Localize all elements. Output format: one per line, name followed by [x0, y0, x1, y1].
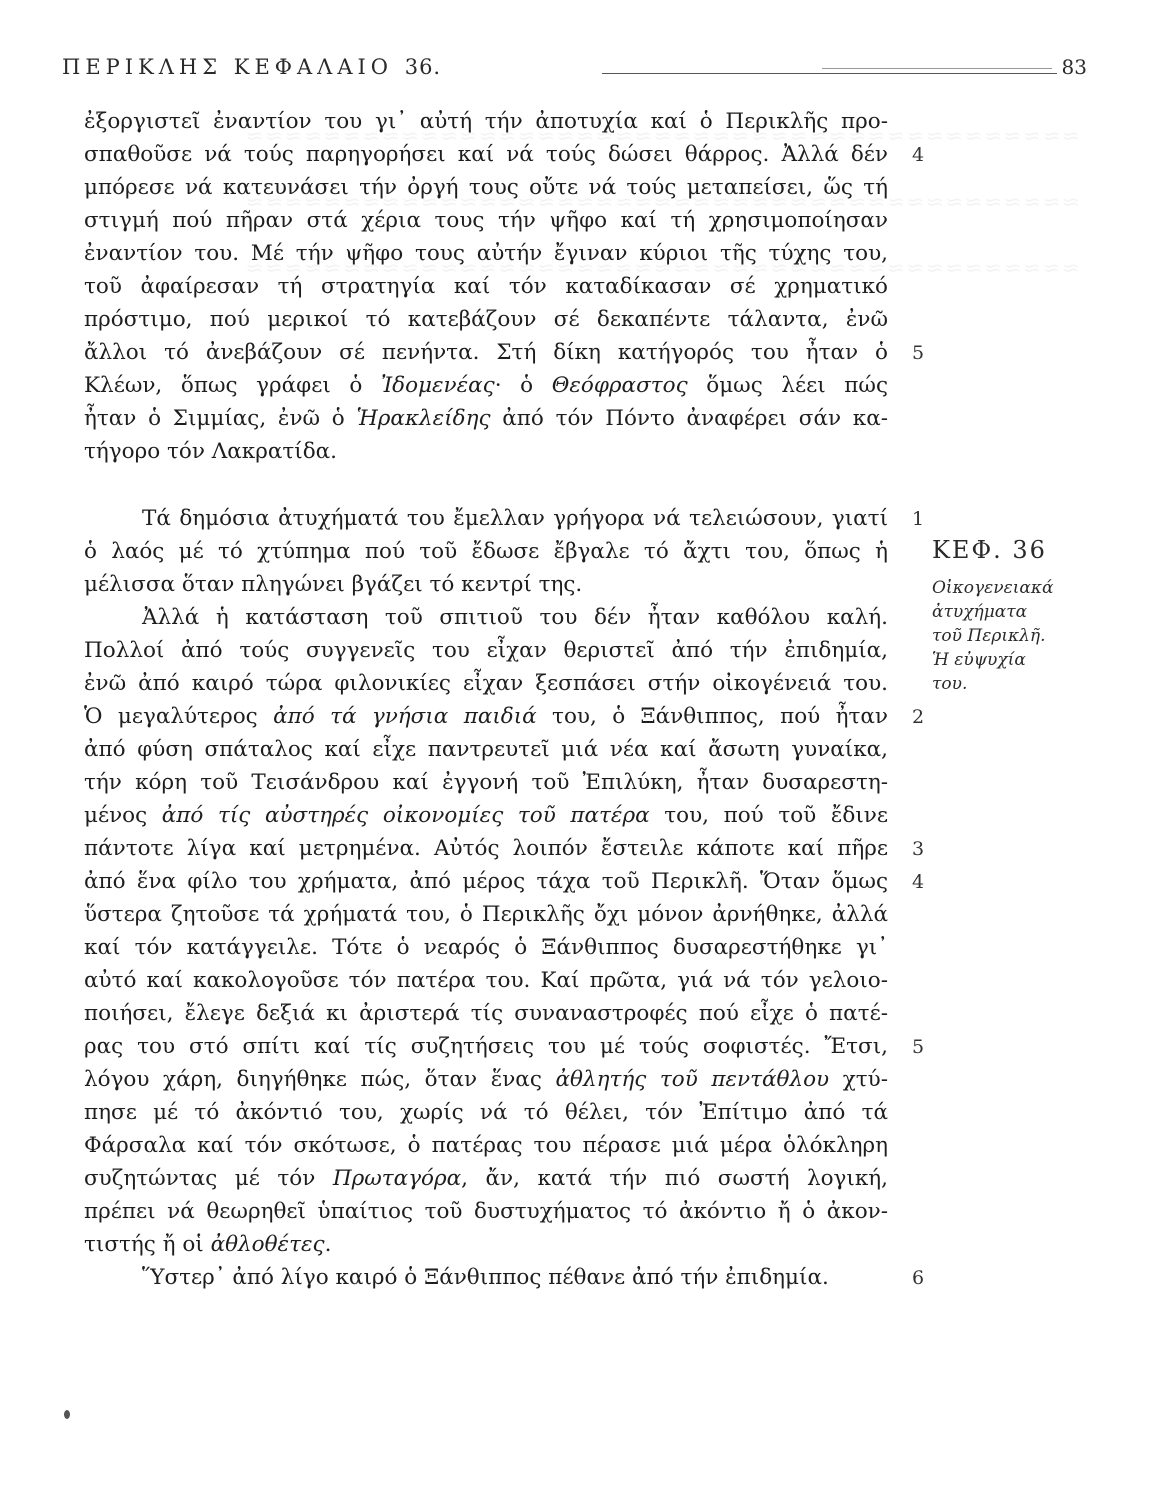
text-line [84, 1162, 888, 1195]
text-line [84, 237, 888, 270]
ink-spot [64, 1410, 70, 1419]
text-line [84, 832, 888, 865]
text-span: ἐνῶ ἀπό καιρό τώρα φιλονικίες εἶχαν ξεσπάσει στήν οἰκογένειά του. [84, 671, 888, 696]
header-rule-secondary [822, 68, 1052, 69]
text-span: λόγου χάρη, διηγήθηκε πώς, ὅταν ἕνας [84, 1067, 556, 1092]
text-line [84, 1096, 888, 1129]
text-line [84, 270, 888, 303]
text-line [84, 369, 888, 402]
text-span: Ὁ μεγαλύτερος [84, 704, 274, 729]
section-number: 5 [912, 1036, 925, 1058]
text-line [84, 105, 888, 138]
text-span: Φάρσαλα καί τόν σκότωσε, ὁ πατέρας του πέρασε μιά μέρα ὁλόκληρη [84, 1133, 888, 1158]
text-line [84, 303, 888, 336]
chapter-number: 36. [404, 55, 442, 79]
text-span: ὁ λαός μέ τό χτύπημα πού τοῦ ἔδωσε ἔβγαλε τό ἄχτι του, ὅπως ἡ [84, 539, 888, 564]
side-note-line: Οἰκογενειακά [932, 578, 1054, 598]
text-span: του, πού τοῦ ἔδινε [649, 803, 888, 828]
text-span: ἀπό τόν Πόντο ἀναφέρει σάν κα- [490, 406, 888, 431]
text-span: πρόστιμο, πού μερικοί τό κατεβάζουν σέ δεκαπέντε τάλαντα, ἐνῶ [84, 307, 888, 332]
text-span: ἦταν ὁ Σιμμίας, ἐνῶ ὁ [84, 406, 357, 431]
text-span: πάντοτε λίγα καί μετρημένα. Αὐτός λοιπόν ἔστειλε κάποτε καί πῆρε [84, 836, 888, 861]
text-line [84, 1228, 888, 1261]
side-note-body [932, 576, 1072, 696]
text-span: τοῦ ἀφαίρεσαν τή στρατηγία καί τόν καταδίκασαν σέ χρηματικό [84, 274, 888, 299]
page-header [62, 55, 1087, 85]
italic-span: Θεόφραστος [551, 373, 688, 398]
text-line [84, 336, 888, 369]
text-span: αὐτό καί κακολογοῦσε τόν πατέρα του. Καί πρῶτα, γιά νά τόν γελοιο- [84, 968, 888, 993]
text-line [84, 1129, 888, 1162]
section-number: 1 [912, 508, 925, 530]
text-span: στιγμή πού πῆραν στά χέρια τους τήν ψῆφο καί τή χρησιμοποίησαν [84, 208, 888, 233]
text-line [84, 964, 888, 997]
page-number: 83 [1061, 55, 1087, 79]
text-line [84, 1195, 888, 1228]
text-span: ἄλλοι τό ἀνεβάζουν σέ πενήντα. Στή δίκη κατήγορός του ἦταν ὁ [84, 340, 888, 365]
side-note [932, 536, 1072, 696]
text-line [84, 898, 888, 931]
text-span: ἀπό ἕνα φίλο του χρήματα, ἀπό μέρος τάχα τοῦ Περικλῆ. Ὅταν ὅμως [84, 869, 888, 894]
text-span: τήγορο τόν Λακρατίδα. [84, 439, 337, 464]
text-line [84, 601, 888, 634]
text-span: . [324, 1232, 332, 1257]
text-span: Κλέων, ὅπως γράφει ὁ [84, 373, 381, 398]
side-note-heading: ΚΕΦ. 36 [932, 536, 1047, 564]
side-note-line: τοῦ Περικλῆ. [932, 626, 1046, 646]
italic-span: Ἡρακλείδης [356, 406, 491, 431]
text-span: ποιήσει, ἔλεγε δεξιά κι ἀριστερά τίς συναναστροφές πού εἶχε ὁ πατέ- [84, 1001, 888, 1026]
text-line [84, 535, 888, 568]
text-line [84, 568, 888, 601]
side-note-line: ἀτυχήματα [932, 602, 1028, 622]
text-line [84, 799, 888, 832]
section-number: 4 [912, 144, 925, 166]
text-line [84, 865, 888, 898]
text-line [84, 402, 888, 435]
text-span: , ἄν, κατά τήν πιό σωστή λογική, [461, 1166, 888, 1191]
text-span: ἀπό φύση σπάταλος καί εἶχε παντρευτεῖ μιά νέα καί ἄσωτη γυναίκα, [84, 737, 888, 762]
text-line [84, 1261, 888, 1294]
text-span: καί τόν κατάγγειλε. Τότε ὁ νεαρός ὁ Ξάνθιππος δυσαρεστήθηκε γι᾽ [84, 935, 888, 960]
italic-span: ἀθλητής τοῦ πεντάθλου [555, 1067, 830, 1092]
text-span: μέλισσα ὅταν πληγώνει βγάζει τό κεντρί της. [84, 572, 583, 597]
text-span: Ἀλλά ἡ κατάσταση τοῦ σπιτιοῦ του δέν ἦταν καθόλου καλή. [142, 605, 888, 630]
text-line [84, 634, 888, 667]
text-span: ρας του στό σπίτι καί τίς συζητήσεις του μέ τούς σοφιστές. Ἔτσι, [84, 1034, 888, 1059]
section-number: 4 [912, 871, 925, 893]
text-span: · ὁ [494, 373, 552, 398]
text-span: του, ὁ Ξάνθιππος, πού ἦταν [536, 704, 888, 729]
italic-span: Ἰδομενέας [380, 373, 495, 398]
text-span: μένος [84, 803, 162, 828]
text-line [84, 667, 888, 700]
text-line [84, 138, 888, 171]
italic-span: ἀπό τά γνήσια παιδιά [273, 704, 537, 729]
section-number: 2 [912, 706, 925, 728]
text-span: Πολλοί ἀπό τούς συγγενεῖς του εἶχαν θεριστεῖ ἀπό τήν ἐπιδημία, [84, 638, 888, 663]
body-text [84, 105, 888, 1294]
text-line [84, 435, 888, 468]
text-span: ἐξοργιστεῖ ἐναντίον του γι᾽ αὐτή τήν ἀποτυχία καί ὁ Περικλῆς προ- [84, 109, 888, 134]
text-line [84, 1030, 888, 1063]
text-line [84, 931, 888, 964]
text-line [84, 997, 888, 1030]
text-span: πρέπει νά θεωρηθεῖ ὑπαίτιος τοῦ δυστυχήματος τό ἀκόντιο ἤ ὁ ἀκον- [84, 1199, 888, 1224]
header-rule [602, 73, 1057, 74]
text-line [84, 171, 888, 204]
text-span: τήν κόρη τοῦ Τεισάνδρου καί ἐγγονή τοῦ Ἐπιλύκη, ἦταν δυσαρεστη- [84, 770, 888, 795]
running-title-text: ΠΕΡΙΚΛΗΣ ΚΕΦΑΛΑΙΟ [62, 55, 394, 79]
section-number: 5 [912, 342, 925, 364]
text-span: μπόρεσε νά κατευνάσει τήν ὀργή τους οὔτε νά τούς μεταπείσει, ὥς τή [84, 175, 888, 200]
text-line [84, 766, 888, 799]
italic-span: ἀπό τίς αὐστηρές οἰκονομίες τοῦ πατέρα [161, 803, 650, 828]
text-line [84, 204, 888, 237]
text-span: ὅμως λέει πώς [687, 373, 889, 398]
text-span: Ὕστερ᾽ ἀπό λίγο καιρό ὁ Ξάνθιππος πέθανε ἀπό τήν ἐπιδημία. [142, 1265, 829, 1290]
text-line [84, 502, 888, 535]
text-span: σπαθοῦσε νά τούς παρηγορήσει καί νά τούς δώσει θάρρος. Ἀλλά δέν [84, 142, 888, 167]
section-number: 3 [912, 838, 925, 860]
italic-span: ἀθλοθέτες [210, 1232, 325, 1257]
text-span: συζητώντας μέ τόν [84, 1166, 333, 1191]
text-span: πησε μέ τό ἀκόντιό του, χωρίς νά τό θέλει, τόν Ἐπίτιμο ἀπό τά [84, 1100, 888, 1125]
text-span: τιστής ἤ οἱ [84, 1232, 211, 1257]
running-title [62, 55, 441, 79]
text-span: Τά δημόσια ἀτυχήματά του ἔμελλαν γρήγορα νά τελειώσουν, γιατί [142, 506, 888, 531]
text-span: ὕστερα ζητοῦσε τά χρήματά του, ὁ Περικλῆς ὄχι μόνον ἀρνήθηκε, ἀλλά [84, 902, 888, 927]
side-note-line: Ἡ εὐψυχία [932, 650, 1026, 670]
text-line [84, 1063, 888, 1096]
text-span: χτύ- [829, 1067, 888, 1092]
text-line [84, 733, 888, 766]
italic-span: Πρωταγόρα [332, 1166, 462, 1191]
side-note-line: του. [932, 674, 968, 694]
text-line [84, 700, 888, 733]
text-span: ἐναντίον του. Μέ τήν ψῆφο τους αὐτήν ἔγιναν κύριοι τῆς τύχης του, [84, 241, 888, 266]
section-number: 6 [912, 1267, 925, 1289]
